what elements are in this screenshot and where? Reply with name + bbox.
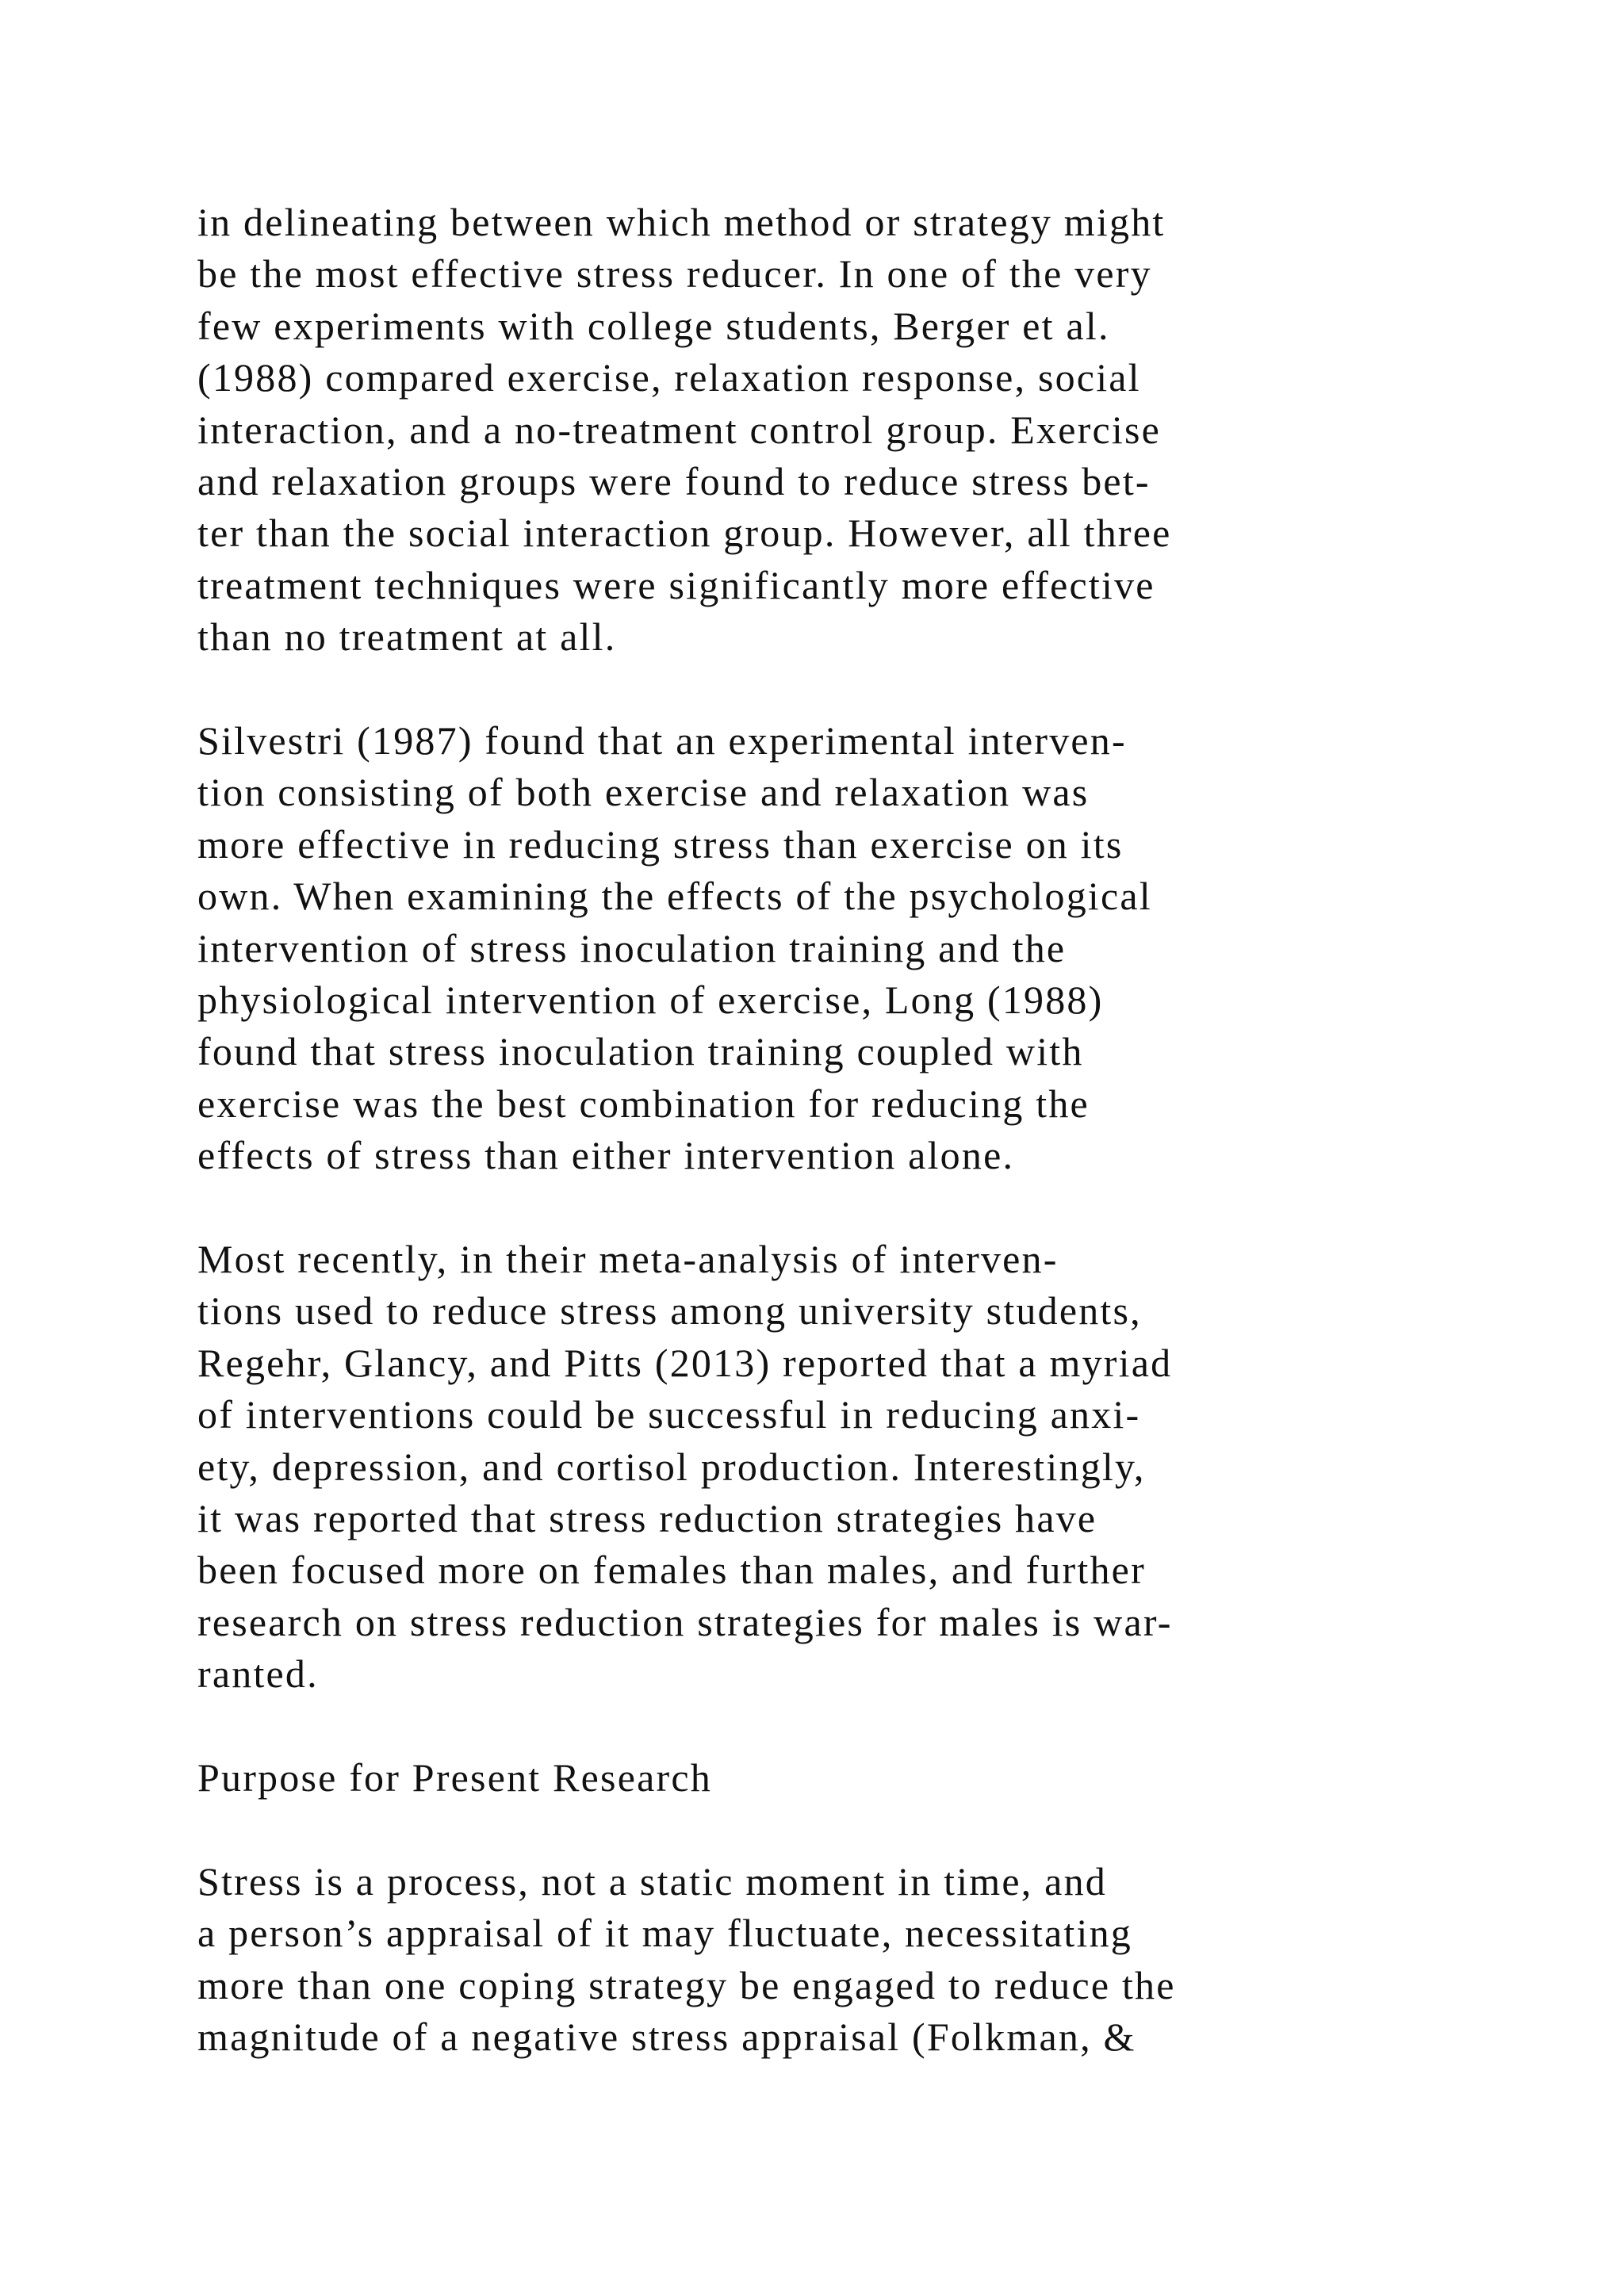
section-heading bbox=[197, 1752, 1545, 1804]
text-line: ety, depression, and cortisol production. Interestingly, bbox=[197, 1444, 1146, 1489]
text-line: few experiments with college students, Berger et al. bbox=[197, 303, 1110, 348]
text-line: effects of stress than either intervention alone. bbox=[197, 1133, 1015, 1178]
text-line: be the most effective stress reducer. In one of the very bbox=[197, 251, 1152, 297]
paragraph-meta-analysis bbox=[197, 1234, 1545, 1701]
text-line: of interventions could be successful in reducing anxi- bbox=[197, 1392, 1141, 1437]
text-line: tion consisting of both exercise and relaxation was bbox=[197, 770, 1090, 815]
text-line: in delineating between which method or strategy might bbox=[197, 200, 1166, 244]
text-line: found that stress inoculation training coupled with bbox=[197, 1029, 1084, 1074]
text-line: tions used to reduce stress among university students, bbox=[197, 1288, 1142, 1334]
text-line: treatment techniques were significantly more effective bbox=[197, 562, 1155, 607]
text-line: physiological intervention of exercise, Long (1988) bbox=[197, 977, 1104, 1022]
paragraph-silvestri-long bbox=[197, 715, 1545, 1182]
text-line: been focused more on females than males, and further bbox=[197, 1548, 1146, 1593]
text-line: more than one coping strategy be engaged to reduce the bbox=[197, 1962, 1176, 2007]
text-line: Stress is a process, not a static moment in time, and bbox=[197, 1859, 1107, 1904]
section-heading-text: Purpose for Present Research bbox=[197, 1755, 712, 1800]
text-line: Most recently, in their meta-analysis of interven- bbox=[197, 1237, 1059, 1281]
text-line: and relaxation groups were found to reduce stress bet- bbox=[197, 458, 1151, 503]
paragraph-stress-process bbox=[197, 1856, 1545, 2064]
text-line: exercise was the best combination for reducing the bbox=[197, 1081, 1090, 1126]
text-line: intervention of stress inoculation training and the bbox=[197, 925, 1067, 970]
text-line: ter than the social interaction group. However, all three bbox=[197, 511, 1172, 556]
text-line: (1988) compared exercise, relaxation response, social bbox=[197, 355, 1141, 400]
text-line: research on stress reduction strategies for males is war- bbox=[197, 1599, 1173, 1644]
paragraph-berger-study bbox=[197, 197, 1545, 664]
text-line: than no treatment at all. bbox=[197, 614, 617, 660]
text-line: ranted. bbox=[197, 1651, 319, 1697]
text-line: interaction, and a no-treatment control group. Exercise bbox=[197, 407, 1162, 452]
text-line: Silvestri (1987) found that an experimental interven- bbox=[197, 718, 1127, 763]
text-line: more effective in reducing stress than exercise on its bbox=[197, 821, 1124, 867]
text-line: it was reported that stress reduction strategies have bbox=[197, 1495, 1097, 1540]
text-line: Regehr, Glancy, and Pitts (2013) reported that a myriad bbox=[197, 1340, 1173, 1385]
text-line: a person’s appraisal of it may fluctuate, necessitating bbox=[197, 1911, 1132, 1956]
text-line: magnitude of a negative stress appraisal (Folkman, & bbox=[197, 2015, 1136, 2060]
text-line: own. When examining the effects of the psychological bbox=[197, 874, 1152, 919]
